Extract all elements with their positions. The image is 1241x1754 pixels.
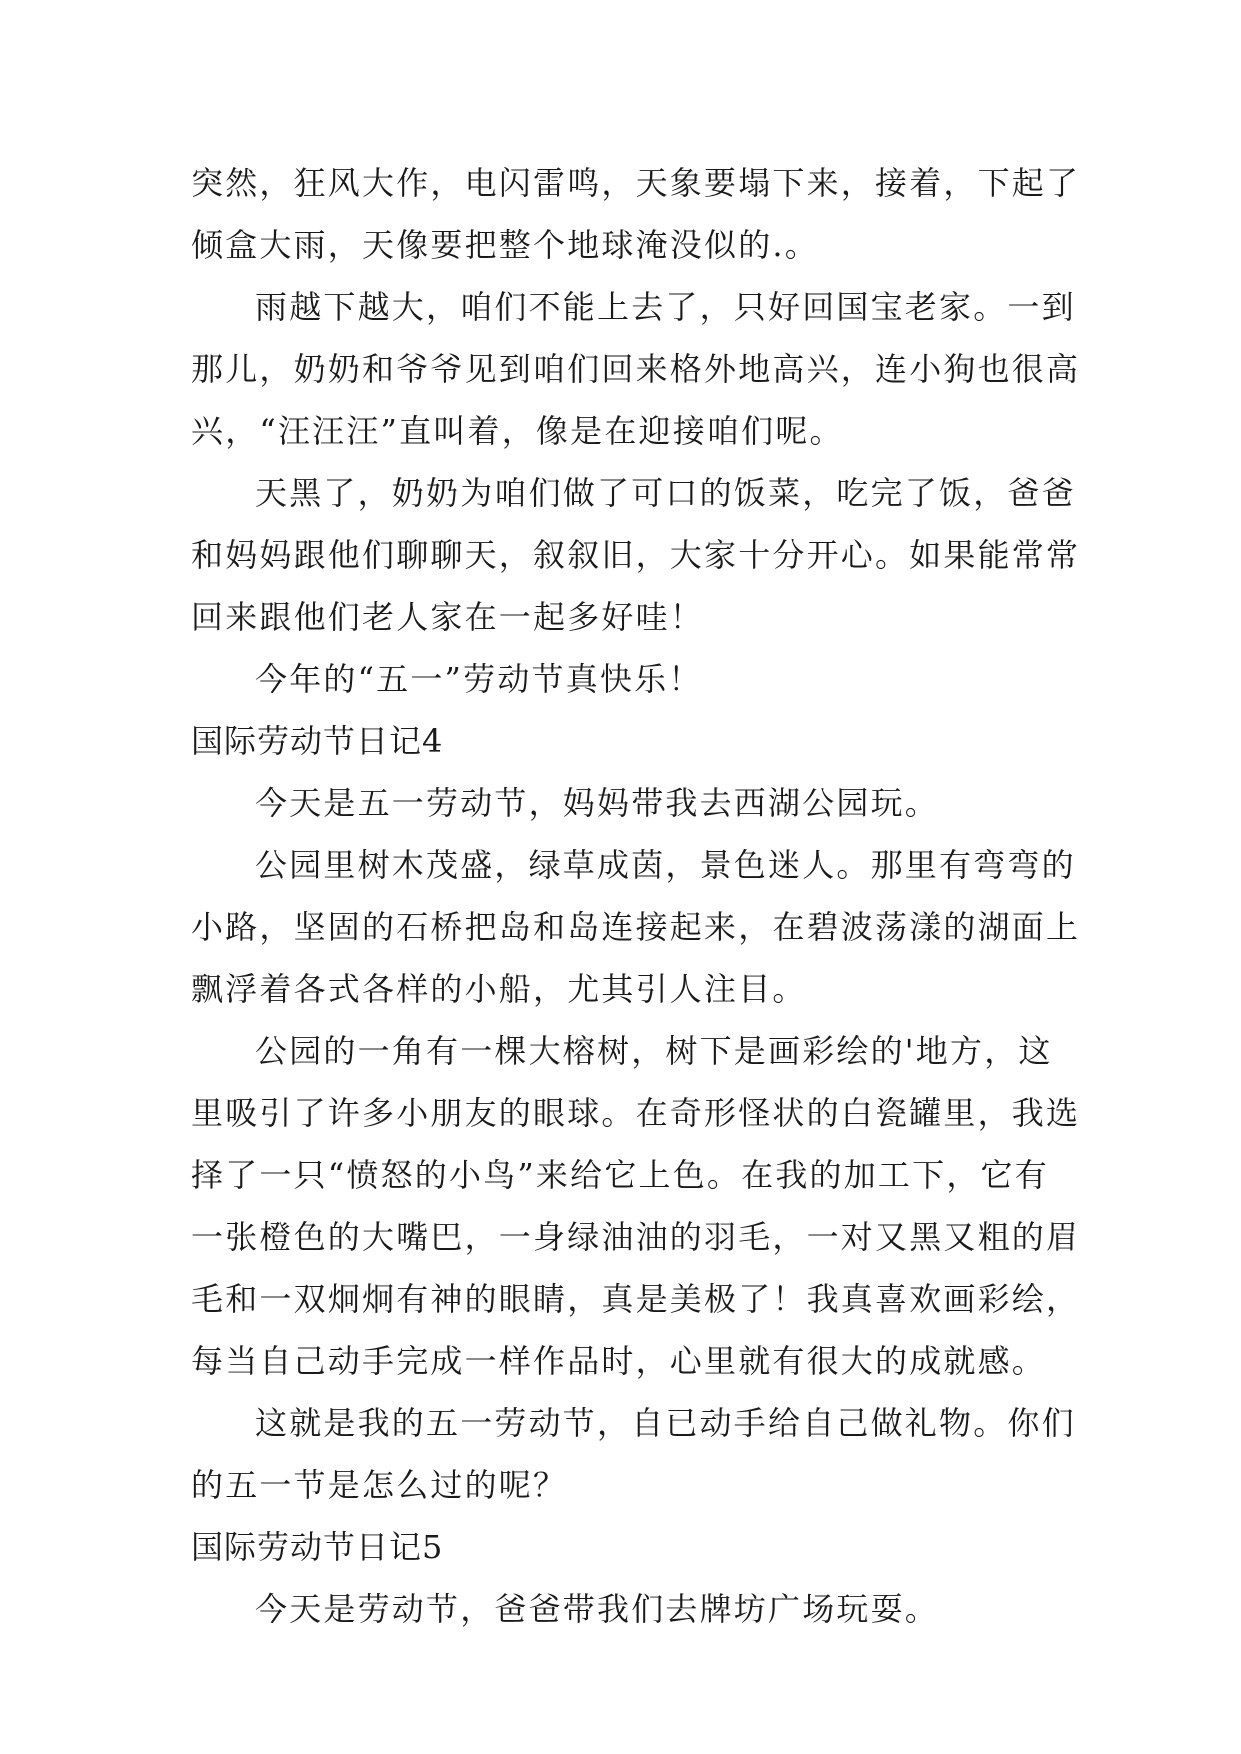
text-line: 突然，狂风大作，电闪雷鸣，天象要塌下来，接着，下起了 [191, 164, 1081, 202]
document-page [191, 152, 1081, 1640]
paragraph [191, 276, 1081, 462]
text-line: 回来跟他们老人家在一起多好哇！ [191, 598, 705, 636]
text-line: 今天是劳动节，爸爸带我们去牌坊广场玩耍。 [255, 1590, 940, 1628]
text-line: 毛和一双炯炯有神的眼睛，真是美极了！我真喜欢画彩绘， [191, 1280, 1081, 1318]
text-line: 飘浮着各式各样的小船，尤其引人注目。 [191, 970, 807, 1008]
text-line: 小路，坚固的石桥把岛和岛连接起来，在碧波荡漾的湖面上 [191, 908, 1081, 946]
text-line: 今年的“五一”劳动节真快乐！ [255, 660, 703, 698]
paragraph [191, 834, 1081, 1020]
text-line: 和妈妈跟他们聊聊天，叙叙旧，大家十分开心。如果能常常 [191, 536, 1081, 574]
paragraph [191, 1578, 1053, 1640]
text-line: 今天是五一劳动节，妈妈带我去西湖公园玩。 [255, 784, 940, 822]
heading-text: 国际劳动节日记5 [191, 1528, 444, 1566]
text-line: 天黑了，奶奶为咱们做了可口的饭菜，吃完了饭，爸爸 [255, 474, 1076, 512]
paragraph [191, 648, 1053, 710]
text-line: 里吸引了许多小朋友的眼球。在奇形怪状的白瓷罐里，我选 [191, 1094, 1081, 1132]
text-line: 公园里树木茂盛，绿草成茵，景色迷人。那里有弯弯的 [255, 846, 1076, 884]
text-line: 公园的一角有一棵大榕树，树下是画彩绘的'地方，这 [255, 1032, 1053, 1070]
text-line: 每当自己动手完成一样作品时，心里就有很大的成就感。 [191, 1342, 1047, 1380]
text-line: 倾盒大雨，天像要把整个地球淹没似的.。 [191, 226, 819, 264]
section-heading [191, 710, 1053, 772]
paragraph [191, 462, 1081, 648]
text-line: 的五一节是怎么过的呢？ [191, 1466, 568, 1504]
text-line: 雨越下越大，咱们不能上去了，只好回国宝老家。一到 [255, 288, 1076, 326]
text-line: 择了一只“愤怒的小鸟”来给它上色。在我的加工下，它有 [191, 1156, 1049, 1194]
paragraph [191, 772, 1053, 834]
text-line: 这就是我的五一劳动节，自已动手给自己做礼物。你们 [255, 1404, 1076, 1442]
section-heading [191, 1516, 1053, 1578]
paragraph [191, 152, 1081, 276]
text-line: 一张橙色的大嘴巴，一身绿油油的羽毛，一对又黑又粗的眉 [191, 1218, 1081, 1256]
text-line: 那儿，奶奶和爷爷见到咱们回来格外地高兴，连小狗也很高 [191, 350, 1081, 388]
paragraph [191, 1392, 1076, 1516]
text-line: 兴，“汪汪汪”直叫着，像是在迎接咱们呢。 [191, 412, 844, 450]
heading-text: 国际劳动节日记4 [191, 722, 444, 760]
paragraph [191, 1020, 1081, 1392]
